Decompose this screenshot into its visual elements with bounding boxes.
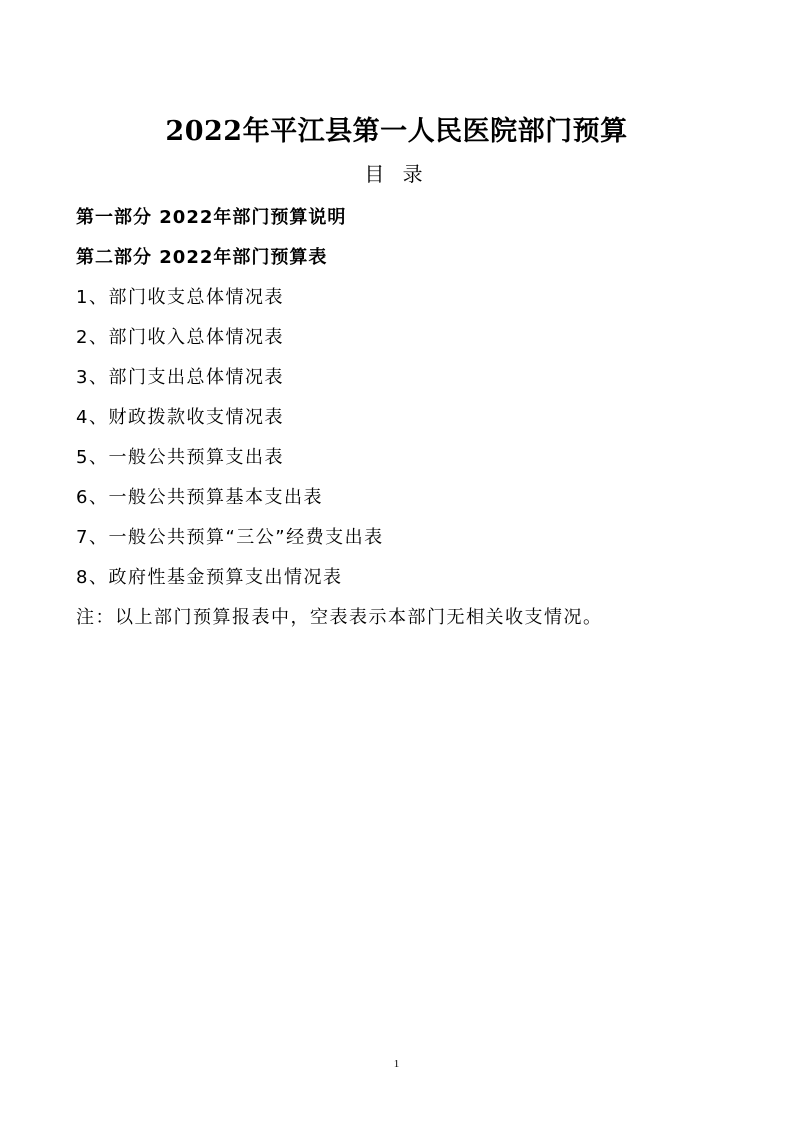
toc-note: 注：以上部门预算报表中，空表表示本部门无相关收支情况。 bbox=[76, 607, 603, 628]
toc-item-6: 6、一般公共预算基本支出表 bbox=[76, 487, 323, 508]
toc-item-5: 5、一般公共预算支出表 bbox=[76, 447, 284, 468]
toc-item-1: 1、部门收支总体情况表 bbox=[76, 287, 284, 308]
toc-item-3: 3、部门支出总体情况表 bbox=[76, 367, 284, 388]
toc-item-4: 4、财政拨款收支情况表 bbox=[76, 407, 284, 428]
toc-part-2: 第二部分 2022年部门预算表 bbox=[76, 247, 328, 268]
table-of-contents bbox=[76, 198, 756, 638]
toc-item-8: 8、政府性基金预算支出情况表 bbox=[76, 567, 343, 588]
document-title: 2022年平江县第一人民医院部门预算 bbox=[165, 116, 628, 147]
page-number: 1 bbox=[393, 1058, 400, 1070]
toc-item-2: 2、部门收入总体情况表 bbox=[76, 327, 284, 348]
toc-item-7: 7、一般公共预算“三公”经费支出表 bbox=[76, 527, 384, 548]
toc-part-1: 第一部分 2022年部门预算说明 bbox=[76, 207, 347, 228]
toc-heading: 目 录 bbox=[364, 162, 429, 186]
